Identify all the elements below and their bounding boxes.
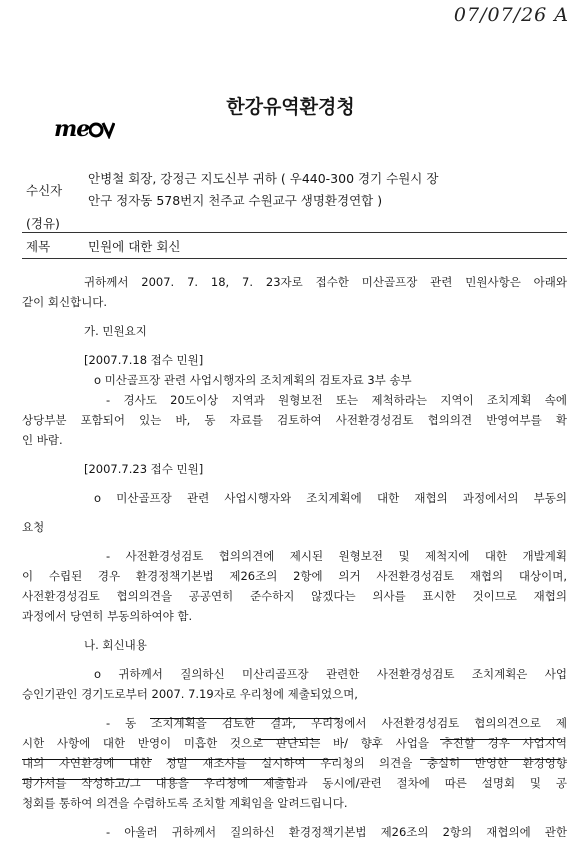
body-line: - 동 조치계획을 검토한 결과, 우리청에서 사전환경성검토 협의의견으로 제 [106, 716, 567, 730]
complaint-date-heading: [2007.7.18 접수 민원] [84, 353, 204, 367]
body-line: 내의 자연환경에 대한 정밀 재조사를 실시하여 우리청의 의견을 충실히 반영한 환경영향 [22, 756, 567, 770]
body-line: 요청 [22, 520, 45, 534]
body-line: 상당부분 포함되어 있는 바, 동 자료를 검토하여 사전환경성검토 협의의견 반영여부를 확 [22, 413, 567, 427]
body-line: 같이 회신합니다. [22, 295, 108, 309]
logo-text: me [54, 116, 90, 142]
body-line: - 아울러 귀하께서 질의하신 환경정책기본법 제26조의 2항의 재협의에 관한 [106, 825, 567, 839]
handwritten-date-note: 07/07/26 A [453, 4, 569, 26]
handwritten-underline [22, 779, 292, 780]
handwritten-underline [420, 759, 560, 760]
recipient-line-2: 안구 정자동 578번지 천주교 수원교구 생명환경연합 ) [88, 193, 383, 208]
body-line: 시한 사항에 대한 반영이 미흡한 것으로 판단되는 바/ 향후 사업을 추진할 경우 사업지역 [22, 736, 567, 750]
recipient-line-1: 안병철 회장, 강정근 지도신부 귀하 ( 우440-300 경기 수원시 장 [88, 171, 439, 186]
section-heading: 가. 민원요지 [84, 324, 147, 338]
body-line: 이 수립된 경우 환경정책기본법 제26조의 2항에 의거 사전환경성검토 재협의 대상이며, [22, 569, 567, 583]
body-line: 승인기관인 경기도로부터 2007. 7.19자로 우리청에 제출되었으며, [22, 687, 358, 701]
agency-logo [54, 116, 115, 142]
via-label: (경유) [26, 216, 60, 231]
body-line: o 미산골프장 관련 사업시행자의 조치계획의 검토자료 3부 송부 [94, 373, 412, 387]
handwritten-underline [22, 759, 152, 760]
recipient-label: 수신자 [26, 183, 63, 198]
body-line: 귀하께서 2007. 7. 18, 7. 23자로 접수한 미산골프장 관련 민원사항은 아래와 [84, 275, 567, 289]
body-line: 평가서를 작성하고/그 내용을 우리청에 제출함과 동시에/관련 절차에 따른 설명회 및 공 [22, 776, 567, 790]
body-line: 과정에서 당연히 부동의하여야 함. [22, 609, 193, 623]
header-rule-bottom [22, 258, 567, 259]
body-line: o 미산골프장 관련 사업시행자와 조치계획에 대한 재협의 과정에서의 부동의 [94, 491, 567, 505]
handwritten-underline [168, 759, 338, 760]
complaint-date-heading: [2007.7.23 접수 민원] [84, 462, 204, 476]
body-line: - 사전환경성검토 협의의견에 제시된 원형보전 및 제척지에 대한 개발계획 [106, 549, 567, 563]
section-heading: 나. 회신내용 [84, 638, 147, 652]
handwritten-underline [150, 718, 340, 719]
body-line: 인 바람. [22, 433, 63, 447]
subject-label: 제목 [26, 239, 51, 254]
letter-body [22, 272, 567, 842]
body-line: 청회를 통하여 의견을 수렴하도록 조치할 계획임을 알려드립니다. [22, 796, 348, 810]
logo-mark-icon [89, 119, 115, 139]
body-line: - 경사도 20도이상 지역과 원형보전 또는 제척하라는 지역이 조치계획 속에 [106, 393, 567, 407]
body-line: o 귀하께서 질의하신 미산리골프장 관련한 사전환경성검토 조치계획은 사업 [94, 667, 568, 681]
subject-value: 민원에 대한 회신 [88, 239, 181, 254]
handwritten-underline [440, 739, 560, 740]
header-rule-top [22, 232, 567, 233]
handwritten-underline [258, 739, 320, 740]
agency-name: 한강유역환경청 [226, 96, 355, 118]
body-line: 사전환경성검토 협의의견을 공공연히 준수하지 않겠다는 의사를 표시한 것이므로 재협의 [22, 589, 567, 603]
